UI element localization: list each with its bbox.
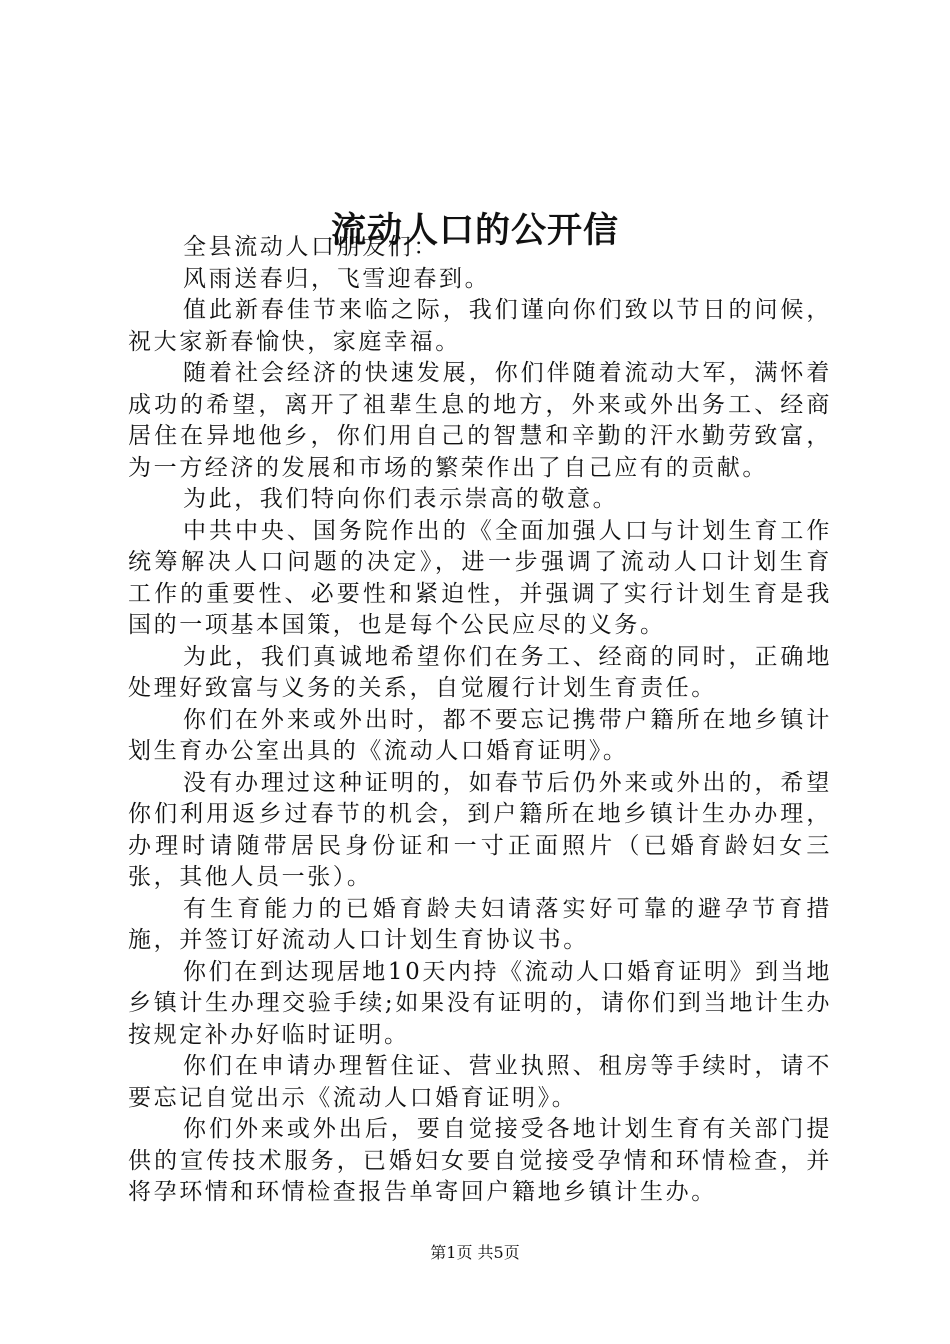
paragraph: 有生育能力的已婚育龄夫妇请落实好可靠的避孕节育措施，并签订好流动人口计划生育协议书。: [128, 895, 832, 953]
paragraph: 中共中央、国务院作出的《全面加强人口与计划生育工作统筹解决人口问题的决定》，进一步强调了流动人口计划生育工作的重要性、必要性和紧迫性，并强调了实行计划生育是我国的一项基本国策，也是每个公民应尽的义务。: [128, 517, 832, 638]
paragraph: 随着社会经济的快速发展，你们伴随着流动大军，满怀着成功的希望，离开了祖辈生息的地方，外来或外出务工、经商居住在异地他乡，你们用自己的智慧和辛勤的汗水勤劳致富，为一方经济的发展和市场的繁荣作出了自己应有的贡献。: [128, 360, 832, 481]
paragraph: 风雨送春归，飞雪迎春到。: [183, 265, 491, 292]
document-title: 流动人口的公开信: [330, 210, 619, 252]
paragraph: 为此，我们特向你们表示崇高的敬意。: [183, 486, 619, 512]
paragraph-salutation: 全县流动人口朋友们：: [183, 234, 439, 260]
paragraph: 你们在外来或外出时，都不要忘记携带户籍所在地乡镇计划生育办公室出具的《流动人口婚育证明》。: [128, 706, 832, 764]
page-footer: 第1页 共5页: [430, 1243, 520, 1262]
paragraph: 为此，我们真诚地希望你们在务工、经商的同时，正确地处理好致富与义务的关系，自觉履行计划生育责任。: [128, 643, 832, 701]
paragraph: 你们在到达现居地10天内持《流动人口婚育证明》到当地乡镇计生办理交验手续;如果没有证明的，请你们到当地计生办按规定补办好临时证明。: [128, 958, 832, 1048]
paragraph: 你们在申请办理暂住证、营业执照、租房等手续时，请不要忘记自觉出示《流动人口婚育证明》。: [128, 1053, 832, 1111]
document-body: [128, 232, 832, 1209]
paragraph: 没有办理过这种证明的，如春节后仍外来或外出的，希望你们利用返乡过春节的机会，到户籍所在地乡镇计生办办理，办理时请随带居民身份证和一寸正面照片（已婚育龄妇女三张，其他人员一张）。: [128, 769, 832, 890]
paragraph: 你们外来或外出后，要自觉接受各地计划生育有关部门提供的宣传技术服务，已婚妇女要自觉接受孕情和环情检查，并将孕环情和环情检查报告单寄回户籍地乡镇计生办。: [128, 1116, 832, 1205]
paragraph: 值此新春佳节来临之际，我们谨向你们致以节日的问候，祝大家新春愉快，家庭幸福。: [128, 297, 832, 355]
